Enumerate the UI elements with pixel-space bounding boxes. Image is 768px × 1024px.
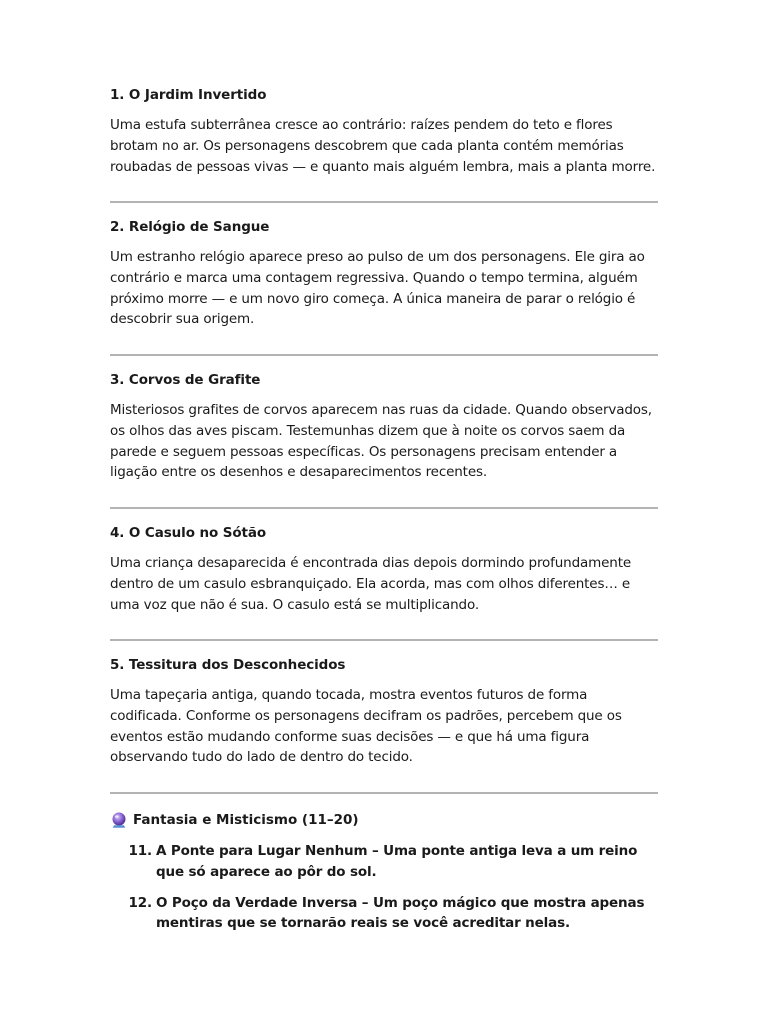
story-section-3 xyxy=(110,371,658,483)
story-section-1 xyxy=(110,86,658,177)
section-title: 3. Corvos de Grafite xyxy=(110,372,261,388)
list-text: A Ponte para Lugar Nenhum – Uma ponte antiga leva a um reino que só aparece ao pôr do sol. xyxy=(156,843,638,880)
divider xyxy=(110,792,658,794)
section-title: 5. Tessitura dos Desconhecidos xyxy=(110,657,346,673)
section-body: Uma criança desaparecida é encontrada dias depois dormindo profundamente dentro de um casulo esbranquiçado. Ela acorda, mas com olhos diferentes… e uma voz que não é sua. O casulo está se multiplicando. xyxy=(110,555,631,613)
story-section-5 xyxy=(110,656,658,768)
divider xyxy=(110,354,658,356)
divider xyxy=(110,507,658,509)
divider xyxy=(110,639,658,641)
list-text: O Poço da Verdade Inversa – Um poço mágico que mostra apenas mentiras que se tornarão reais se você acreditar nelas. xyxy=(156,894,645,932)
fantasy-heading xyxy=(110,811,359,829)
fantasy-heading-text: Fantasia e Misticismo (11–20) xyxy=(133,812,359,828)
section-title: 4. O Casulo no Sótão xyxy=(110,525,267,541)
list-item xyxy=(110,841,658,883)
list-item xyxy=(110,893,658,935)
crystal-ball-icon xyxy=(110,811,128,829)
story-section-4 xyxy=(110,524,658,615)
fantasy-list xyxy=(110,841,658,934)
section-body: Uma tapeçaria antiga, quando tocada, mostra eventos futuros de forma codificada. Conforme os personagens decifram os padrões, percebem que os eventos estão mudando conforme suas decisões — e que há uma figura observando tudo do lado de dentro do tecido. xyxy=(110,687,622,766)
list-number: 11. xyxy=(128,843,152,859)
divider xyxy=(110,201,658,203)
section-title: 1. O Jardim Invertido xyxy=(110,87,267,103)
list-number: 12. xyxy=(128,894,152,911)
section-body: Uma estufa subterrânea cresce ao contrário: raízes pendem do teto e flores brotam no ar. Os personagens descobrem que cada planta contém memórias roubadas de pessoas vivas — e quanto mais alguém lembra, mais a planta morre. xyxy=(110,117,656,175)
section-body: Um estranho relógio aparece preso ao pulso de um dos personagens. Ele gira ao contrário e marca uma contagem regressiva. Quando o tempo termina, alguém próximo morre — e um novo giro começa. A única maneira de parar o relógio é descobrir sua origem. xyxy=(110,249,645,328)
section-body: Misteriosos grafites de corvos aparecem nas ruas da cidade. Quando observados, os olhos das aves piscam. Testemunhas dizem que à noite os corvos saem da parede e seguem pessoas específicas. Os personagens precisam entender a ligação entre os desenhos e desaparecimentos recentes. xyxy=(110,402,652,481)
story-section-2 xyxy=(110,218,658,330)
section-title: 2. Relógio de Sangue xyxy=(110,219,270,235)
